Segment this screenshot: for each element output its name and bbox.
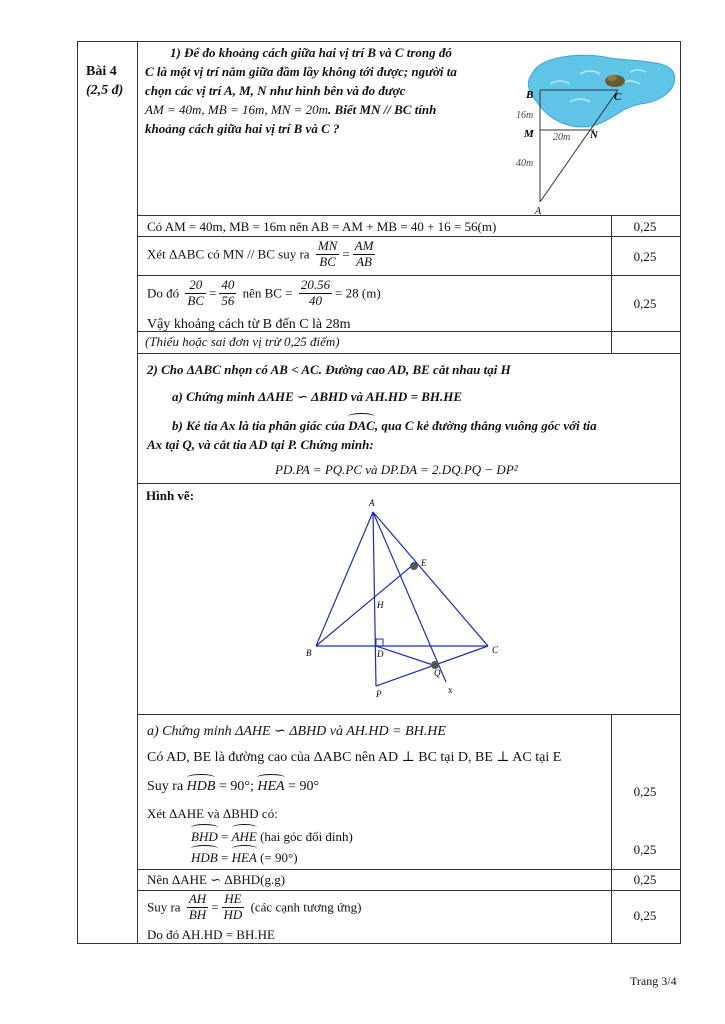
- length-MB-label: 16m: [516, 110, 534, 121]
- marsh-water: [528, 55, 674, 126]
- row-sep: [137, 714, 681, 715]
- row-sep: [137, 353, 681, 354]
- q1-line-4: [145, 102, 436, 118]
- point-P-label: P: [376, 689, 382, 699]
- solution-line-1: Có AD, BE là đường cao của ΔABC nên AD ⊥ BC tại D, BE ⊥ AC tại E: [147, 750, 562, 765]
- row-sep: [137, 236, 681, 237]
- score: 0,25: [633, 249, 657, 264]
- point-B-label: B: [306, 648, 312, 658]
- fraction: $\frac{HE}{HD}$: [223, 891, 243, 922]
- q1-line-5: khoảng cách giữa hai vị trí B và C ?: [145, 121, 340, 136]
- solution-line-ratio: Xét ΔABC có MN // BC suy ra $\frac{MN}{BC}$ = $\frac{AM}{AB}$: [147, 238, 374, 269]
- conclusion-line: Vậy khoảng cách từ B đến C là 28m: [147, 317, 351, 332]
- q2-line-1: 2) Cho ΔABC nhọn có AB < AC. Đường cao AD, BE cắt nhau tại H: [147, 362, 511, 377]
- score: 0,25: [633, 784, 657, 799]
- q2-part-b-line-2: Ax tại Q, và cắt tia AD tại P. Chứng minh:: [147, 437, 374, 452]
- page-number: Trang 3/4: [630, 974, 677, 988]
- fraction: $\frac{AM}{AB}$: [354, 238, 374, 269]
- problem-points: (2,5 đ): [86, 83, 124, 98]
- q1-line-1: 1) Để đo khoảng cách giữa hai vị trí B và C trong đó: [170, 45, 452, 60]
- table-border-top: [77, 41, 681, 42]
- score: 0,25: [633, 219, 657, 234]
- q2-part-a: a) Chứng minh ΔAHE ∽ ΔBHD và AH.HD = BH.HE: [172, 389, 463, 404]
- fraction: $\frac{AH}{BH}$: [188, 891, 207, 922]
- length-MN-label: 20m: [553, 132, 571, 143]
- point-B-label: B: [526, 89, 534, 101]
- similarity-conclusion: Nên ΔAHE ∽ ΔBHD(g.g): [147, 872, 286, 887]
- point-A-label: A: [369, 498, 375, 508]
- unit-note: (Thiếu hoặc sai đơn vị trừ 0,25 điểm): [145, 334, 340, 349]
- point-Q-label: Q: [434, 668, 441, 678]
- fraction: $\frac{20}{BC}$: [187, 277, 205, 308]
- point-H-label: H: [377, 600, 384, 610]
- figure-label: Hình vẽ:: [146, 488, 195, 503]
- score: 0,25: [633, 872, 657, 887]
- angle-HDB: HDB: [191, 850, 218, 865]
- ratio-conclusion: Suy ra $\frac{AH}{BH}$ = $\frac{HE}{HD}$ (các cạnh tương ứng): [147, 891, 362, 922]
- table-border-bottom: [77, 943, 681, 944]
- ratio-intro: Xét ΔABC có MN // BC suy ra: [147, 246, 310, 262]
- point-C-label: C: [492, 645, 499, 655]
- q2-part-b-line-1: b) Kẻ tia Ax là tia phân giác của DAC, qua C kẻ đường thẳng vuông góc với tia: [172, 418, 597, 433]
- final-line: Do đó AH.HD = BH.HE: [147, 927, 275, 942]
- q1-given: . Biết MN // BC tính: [328, 102, 437, 117]
- bisector-Ax: [373, 512, 446, 682]
- angle-AHE: AHE: [231, 829, 257, 844]
- fraction: $\frac{20.56}{40}$: [300, 277, 331, 308]
- fraction: $\frac{MN}{BC}$: [317, 238, 338, 269]
- angle-DAC: DAC: [348, 418, 375, 433]
- angle-HEA: HEA: [231, 850, 257, 865]
- solution-line-3: Xét ΔAHE và ΔBHD có:: [147, 806, 278, 821]
- row-sep: [137, 275, 681, 276]
- table-border-right: [680, 41, 681, 944]
- point-A-label: A: [535, 206, 542, 216]
- rock-icon: [607, 75, 617, 81]
- q1-line-2: C là một vị trí nằm giữa đầm lầy không tới được; người ta: [145, 64, 457, 79]
- row-sep: [137, 869, 681, 870]
- problem-label: Bài 4: [86, 64, 117, 79]
- angle-HDB: HDB: [186, 779, 216, 794]
- point-E-dot: [410, 562, 418, 570]
- solution-line-2: Suy ra HDB = 90°; HEA = 90°: [147, 779, 320, 794]
- solution-line-4: BHD = AHE (hai góc đối đỉnh): [191, 829, 353, 844]
- q1-line-3: chọn các vị trí A, M, N như hình bên và đo được: [145, 83, 406, 98]
- side-AB: [316, 512, 373, 646]
- solution-line-ab: Có AM = 40m, MB = 16m nên AB = AM + MB = 40 + 16 = 56(m): [147, 219, 497, 234]
- point-N-label: N: [590, 129, 598, 141]
- point-C-label: C: [614, 91, 622, 103]
- segment-DQ: [376, 646, 436, 666]
- length-AM-label: 40m: [516, 158, 534, 169]
- fraction: $\frac{40}{56}$: [221, 277, 235, 308]
- solution-title: a) Chứng minh ΔAHE ∽ ΔBHD và AH.HD = BH.HE: [147, 724, 446, 739]
- right-angle-mark: [376, 639, 383, 646]
- angle-BHD: BHD: [191, 829, 218, 844]
- angle-HEA: HEA: [257, 779, 285, 794]
- triangle-figure: [300, 496, 510, 701]
- table-border-left: [77, 41, 78, 944]
- row-sep: [137, 890, 681, 891]
- altitude-BE: [316, 564, 414, 646]
- ray-x-label: x: [448, 685, 453, 695]
- row-sep: [137, 483, 681, 484]
- q2-formula: PD.PA = PQ.PC và DP.DA = 2.DQ.PQ − DP²: [275, 462, 518, 477]
- solution-line-compute: Do đó $\frac{20}{BC}$ = $\frac{40}{56}$ nên BC = $\frac{20.56}{40}$ = 28 (m): [147, 277, 381, 308]
- point-E-label: E: [421, 558, 427, 568]
- q1-measurements: AM = 40m, MB = 16m, MN = 20m: [145, 102, 329, 117]
- altitude-AD-extended: [373, 512, 376, 686]
- side-AC: [373, 512, 488, 646]
- point-M-label: M: [524, 128, 534, 140]
- score: 0,25: [633, 908, 657, 923]
- score: 0,25: [633, 842, 657, 857]
- solution-line-5: HDB = HEA (= 90°): [191, 850, 298, 865]
- point-D-label: D: [377, 649, 384, 659]
- table-col-divider-1: [137, 41, 138, 944]
- score: 0,25: [633, 296, 657, 311]
- marsh-figure: [510, 44, 680, 216]
